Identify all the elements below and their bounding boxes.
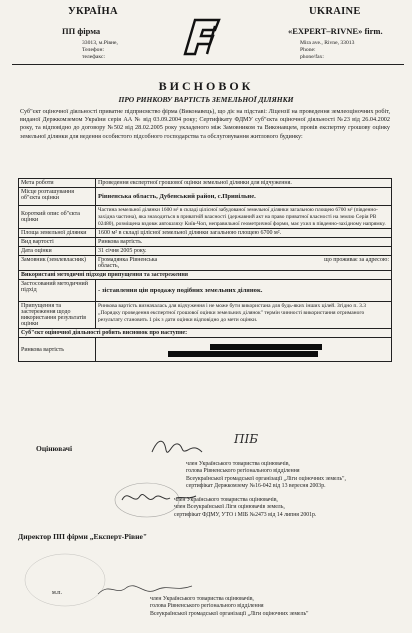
redacted-value-words [168, 351, 318, 357]
appraiser-1-name-handwritten: ПІБ [234, 432, 259, 446]
row-label: Припущення та застереження щодо використання результатів оцінки [19, 302, 96, 329]
director-label: Директор ПП фірми „Експерт-Рівне" [18, 532, 148, 541]
row-label: Мета роботи [19, 179, 96, 188]
fax-en: phone/fax: [300, 54, 324, 60]
fax-ua: телефакс: [82, 54, 105, 60]
row-label: Вид вартості [19, 238, 96, 247]
credential-line: член Українського товариства оцінювачів, [174, 497, 278, 503]
phone-ua: Телефон: [82, 47, 104, 53]
doc-subtitle: ПРО РИНКОВУ ВАРТІСТЬ ЗЕМЕЛЬНОЇ ДІЛЯНКИ [118, 95, 294, 104]
table-row [19, 179, 392, 188]
table-row [19, 206, 392, 229]
row-label: Короткий опис об"єкта оцінки [19, 206, 96, 229]
row-label: Місце розташування об"єкта оцінки [19, 188, 96, 206]
row-label: Ринкова вартість [19, 338, 96, 362]
address-ua: 33013, м.Рівне, [82, 40, 118, 46]
intro-paragraph: Суб"єкт оціночної діяльності приватне підприємство фірма (Виконавець), що діє на підставі: Ліцензії на проведення землеоціночних робіт, виданої Держкомземом України серія АА № від 03.09.2004 року; Сертифікату ФДМУ суб"єкта оціночної діяльності №23 від 26.04.2002 року, та відповідно до договору №502 від 28.02.2005 року укладеного між Замовником та Виконавцем, провів експертну грошову оцінку земельної ділянки для ведення особистого підсобного господарства та обслуговування житлового будинку: [20, 108, 390, 140]
table-row [19, 238, 392, 247]
firm-name-ua: ПП фірма [62, 26, 101, 36]
table-row [19, 256, 392, 271]
credential-line: член Українського товариства оцінювачів, [186, 461, 290, 467]
credential-line: голова Рівненського регіонального відділення [186, 468, 300, 475]
credential-line: сертифікат Держкомзему №16-042 від 13 вересня 2003р. [186, 483, 326, 490]
table-row [19, 338, 392, 362]
customer-name: Громадянка Рівненська область, [98, 257, 158, 270]
phone-en: Phone: [300, 47, 316, 53]
appraisers-label: Оцінювачі [36, 444, 73, 453]
table-row [19, 188, 392, 206]
row-value: Ринкова вартість. [96, 238, 392, 247]
country-ua: УКРАЇНА [68, 6, 118, 17]
credential-line: член Українського товариства оцінювачів, [150, 596, 254, 602]
section-row [19, 329, 392, 338]
appraiser-2-credentials [174, 497, 399, 519]
market-value-cell [96, 338, 392, 362]
seal-placeholder: м.п. [52, 590, 63, 596]
row-label: Замовник (землевласник) [19, 256, 96, 271]
row-label: Застосований методичний підхід [19, 280, 96, 302]
credential-line: Всеукраїнської громадської організації „Ліги оціночних земель", [186, 475, 346, 482]
assessment-table [18, 178, 392, 362]
credential-line: сертифікат ФДМУ, УТО і МІБ №2473 від 14 липня 2001р. [174, 511, 317, 518]
doc-title: ВИСНОВОК [158, 79, 254, 93]
address-en: Mira ave., Rivne, 33013 [300, 40, 355, 46]
redacted-value [210, 344, 322, 350]
row-value: 1600 м² в складі цілісної земельної ділянки загальною площею 6700 м². [96, 229, 392, 238]
methods-section-title: Використані методичні підходи припущення та застереження [19, 271, 392, 280]
row-value [96, 256, 392, 271]
credential-line: член Всеукраїнської Ліги оцінювачів земель, [174, 504, 285, 511]
row-label: Площа земельної ділянки [19, 229, 96, 238]
row-value: Ринкова вартість визначалась для відчуження і не може бути використана для будь-яких інших цілей. Згідно п. 3.3 „Порядку проведення експертної грошової оцінки земельних ділянок" термін чинності використання отриманого результату становить 1 рік з дати оцінки відповідно до мети оцінки. [96, 302, 392, 329]
row-value: Рівненська область, Дубенський район, с.Привільне. [96, 188, 392, 206]
country-en: UKRAINE [309, 6, 361, 17]
director-credentials [150, 596, 390, 618]
row-value: Частина земельної ділянки 1600 м² в складі цілісної забудованої земельної ділянки загальною площею 6700 м² (південно-західна частина), яка знаходиться в приватній власності (державний акт на право приватної власності на землю Серія РВ 02480), розміщена вздовж автошляху Київ-Чоп, неправильної геометричної форми, має ухил в південно-західному напрямку. [96, 206, 392, 229]
row-value: Проведення експертної грошової оцінки земельної ділянки для відчуження. [96, 179, 392, 188]
credential-line: Всеукраїнської громадської організації „Ліги оціночних земель" [150, 610, 309, 617]
header-divider [12, 64, 404, 65]
table-row [19, 247, 392, 256]
credential-line: голова Рівненського регіонального відділення [150, 603, 264, 610]
row-value: 31 січня 2005 року. [96, 247, 392, 256]
customer-address-label: що проживає за адресою: [324, 257, 389, 264]
firm-name-en: «EXPERT–RIVNE» firm. [288, 26, 383, 36]
company-logo [181, 14, 225, 63]
row-value: - зіставлення цін продажу подібних земельних ділянок. [96, 280, 392, 302]
table-row [19, 302, 392, 329]
row-label: Дата оцінки [19, 247, 96, 256]
table-row [19, 229, 392, 238]
section-row [19, 271, 392, 280]
table-row [19, 280, 392, 302]
appraiser-1-credentials [186, 461, 406, 491]
conclusion-section-title: Суб"єкт оціночної діяльності робить висновок про наступне: [19, 329, 392, 338]
